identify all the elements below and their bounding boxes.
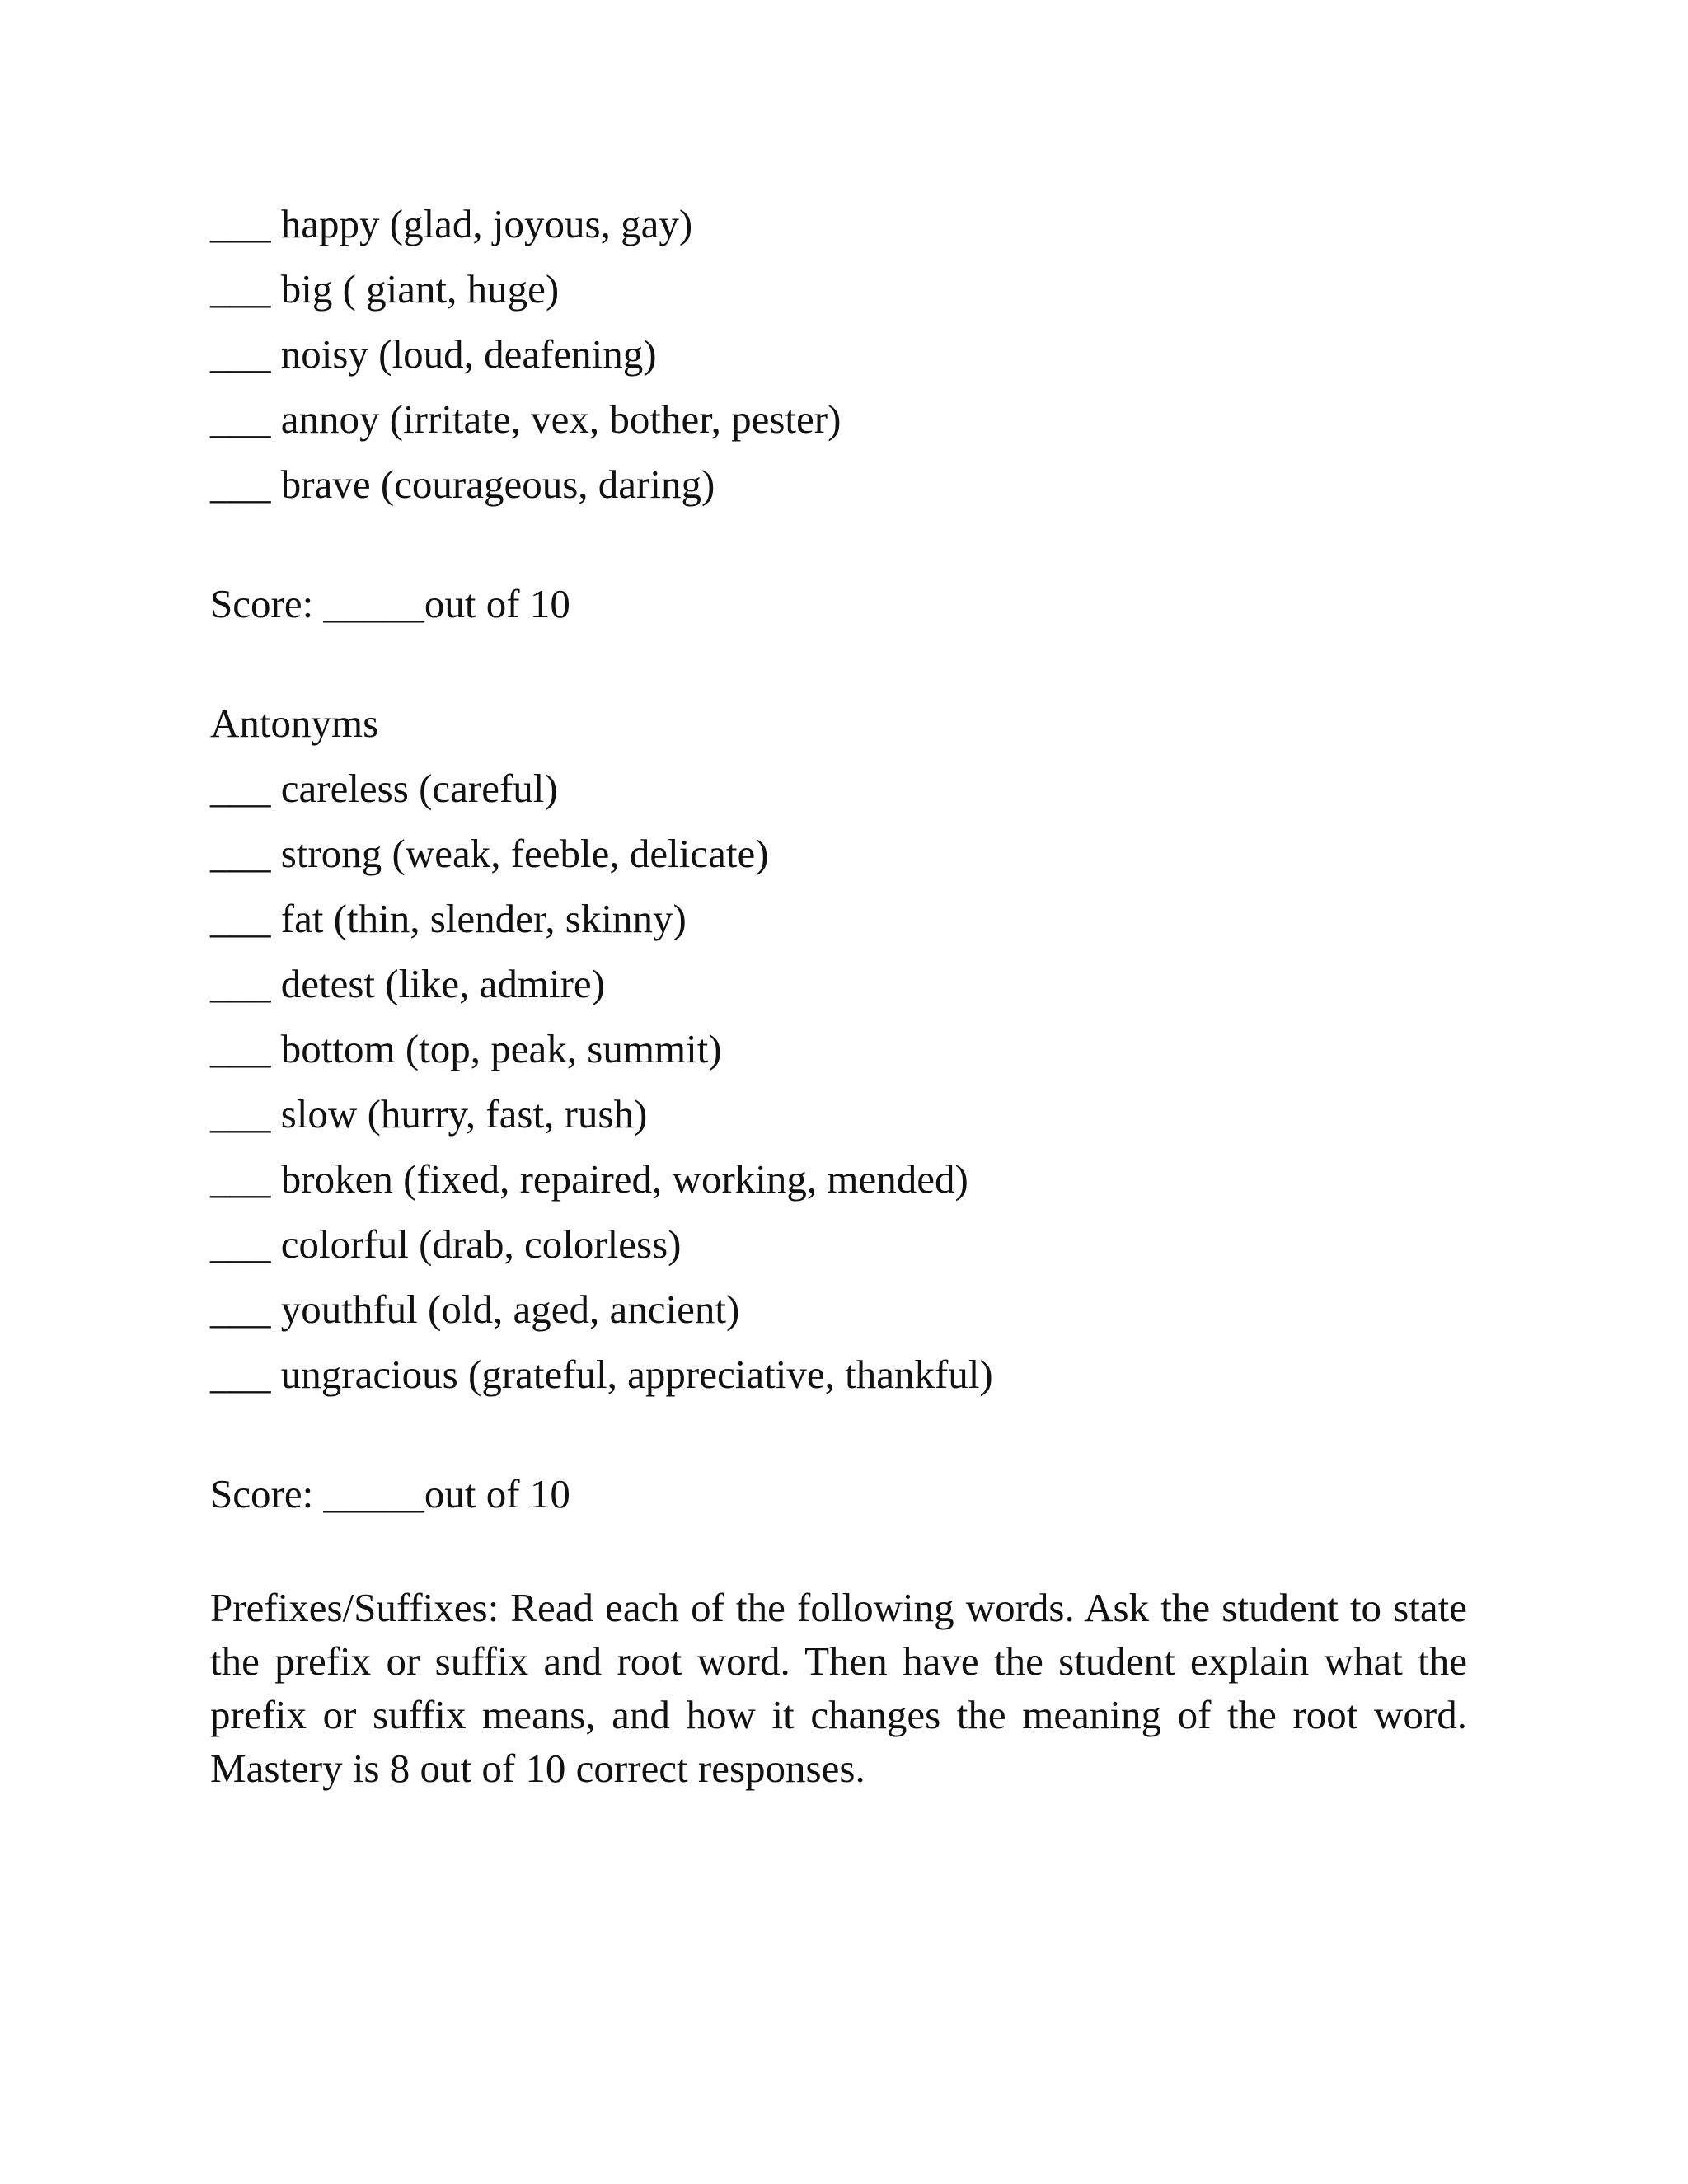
- list-item: ___ strong (weak, feeble, delicate): [210, 831, 769, 876]
- prefixes-suffixes-instructions: Prefixes/Suffixes: Read each of the following words. Ask the student to state the prefix or suffix and root word. Then have the student explain what the prefix or suffix means, and how it changes the meaning of the root word. Mastery is 8 out of 10 correct responses.: [210, 1585, 1467, 1791]
- spacer: [210, 636, 1467, 691]
- list-item: ___ slow (hurry, fast, rush): [210, 1091, 648, 1137]
- document-page: [210, 191, 1467, 1795]
- list-item: ___ brave (courageous, daring): [210, 462, 715, 507]
- list-item: ___ colorful (drab, colorless): [210, 1221, 682, 1267]
- synonyms-list: [210, 191, 1467, 517]
- list-item: ___ noisy (loud, deafening): [210, 331, 657, 377]
- list-item: ___ annoy (irritate, vex, bother, pester): [210, 396, 842, 442]
- list-item: ___ big ( giant, huge): [210, 266, 560, 312]
- list-item: ___ careless (careful): [210, 766, 558, 811]
- antonyms-heading: Antonyms: [210, 701, 379, 746]
- spacer: [210, 1526, 1467, 1581]
- list-item: ___ fat (thin, slender, skinny): [210, 896, 687, 941]
- antonyms-score-line: Score: _____out of 10: [210, 1471, 570, 1516]
- spacer: [210, 1407, 1467, 1461]
- list-item: ___ ungracious (grateful, appreciative, thankful): [210, 1352, 993, 1397]
- list-item: ___ detest (like, admire): [210, 961, 605, 1006]
- list-item: ___ happy (glad, joyous, gay): [210, 201, 693, 246]
- list-item: ___ youthful (old, aged, ancient): [210, 1286, 740, 1332]
- antonyms-list: [210, 756, 1467, 1407]
- list-item: ___ bottom (top, peak, summit): [210, 1026, 722, 1071]
- list-item: ___ broken (fixed, repaired, working, mended): [210, 1156, 968, 1202]
- spacer: [210, 517, 1467, 571]
- synonyms-score-line: Score: _____out of 10: [210, 581, 570, 626]
